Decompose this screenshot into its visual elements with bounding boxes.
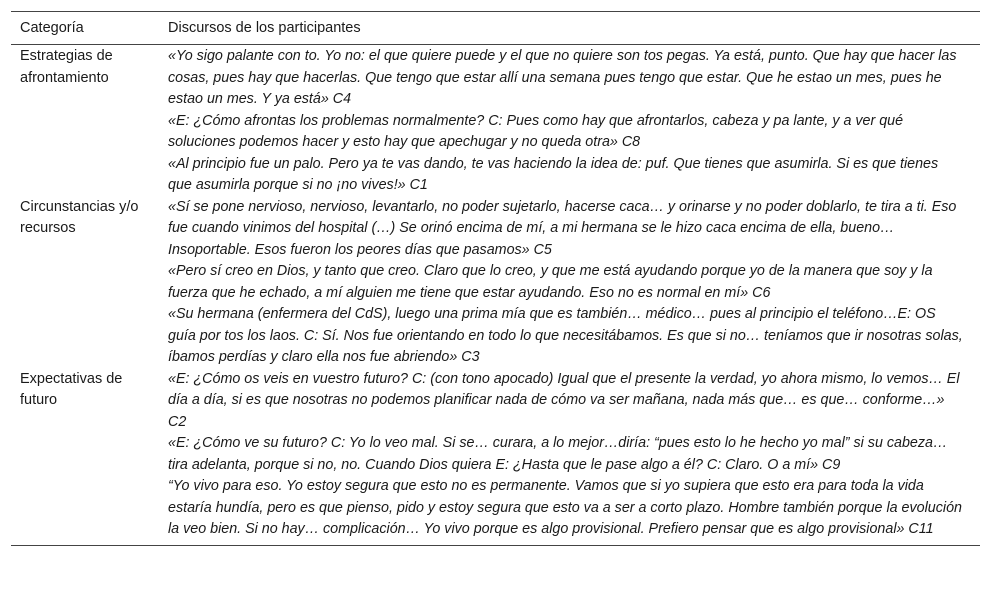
quote: «E: ¿Cómo ve su futuro? C: Yo lo veo mal. Si se… curara, a lo mejor…diría: “pues esto lo he hecho yo mal” si su cabeza… tira adelanta, porque si no, no. Cuando Dios quiera E: ¿Hasta que le pase algo a él? C: Claro. O a mí» C9 bbox=[168, 435, 948, 473]
quotes-cell bbox=[168, 369, 980, 541]
quote: «Yo sigo palante con to. Yo no: el que quiere puede y el que no quiere son tos pegas. Ya está, punto. Que hay que hacer las cosas, pues hay que hacerlas. Que tengo que estar allí una semana pues tengo que estar. Que he estao un mes, pues he estao un mes. Y ya está» C4 bbox=[168, 48, 957, 107]
quotes-cell bbox=[168, 46, 980, 197]
table-row bbox=[11, 197, 980, 369]
quote: «E: ¿Cómo os veis en vuestro futuro? C: (con tono apocado) Igual que el presente la verdad, yo ahora mismo, lo vemos… El día a día, si es que nosotras no podemos planificar nada de cómo va ser mañana, nada más que… es que… conforme…» C2 bbox=[168, 370, 960, 430]
quote: «Pero sí creo en Dios, y tanto que creo. Claro que lo creo, y que me está ayudando porque yo de la manera que soy y la fuerza que he echado, a mí alguien me tiene que estar ayudando. Eso no es normal en mí» C6 bbox=[168, 263, 933, 301]
participants-table bbox=[11, 11, 980, 546]
quote: «Sí se pone nervioso, nervioso, levantarlo, no poder sujetarlo, hacerse caca… y orinarse y no poder doblarlo, te tira a ti. Eso fue cuando vinimos del hospital (…) Se orinó encima de mí, a mi hermana se le hizo caca encima de ella, bueno… Insoportable. Esos fueron los peores días que pasamos» C5 bbox=[168, 198, 957, 258]
quote: «E: ¿Cómo afrontas los problemas normalmente? C: Pues como hay que afrontarlos, cabeza y pa lante, y a ver qué soluciones podemos hacer y esto hay que apechugar y no queda otra» C8 bbox=[168, 112, 904, 150]
category-cell: Circunstancias y/o recursos bbox=[20, 198, 139, 236]
header-discursos: Discursos de los participantes bbox=[168, 19, 361, 36]
table-row bbox=[11, 46, 980, 197]
table-row bbox=[11, 369, 980, 545]
quotes-cell bbox=[168, 197, 980, 369]
category-cell: Expectativas de futuro bbox=[20, 370, 123, 408]
quote: «Su hermana (enfermera del CdS), luego una prima mía que es también… médico… pues al principio el teléfono…E: OS guía por tos los laos. C: Sí. Nos fue orientando en todo lo que necesitábamos. Es que si no… teníamos que ir nosotras solas, íbamos perdías y claro ella nos fue abriendo» C3 bbox=[168, 306, 963, 365]
table-header bbox=[11, 12, 980, 45]
header-categoria: Categoría bbox=[20, 19, 84, 36]
category-cell: Estrategias de afrontamiento bbox=[20, 48, 113, 86]
quote: “Yo vivo para eso. Yo estoy segura que esto no es permanente. Vamos que si yo supiera que esto era para toda la vida estaría hundía, pero es que pienso, pido y estoy segura que esto va a ser a corto plazo. Hombre también porque la evolución la veo bien. Si no hay… complicación… Yo vivo porque es algo provisional. Prefiero pensar que es algo provisional» C11 bbox=[168, 478, 962, 537]
quote: «Al principio fue un palo. Pero ya te vas dando, te vas haciendo la idea de: puf. Que tienes que asumirla. Si es que tienes que asumirla porque si no ¡no vives!» C1 bbox=[168, 155, 939, 193]
